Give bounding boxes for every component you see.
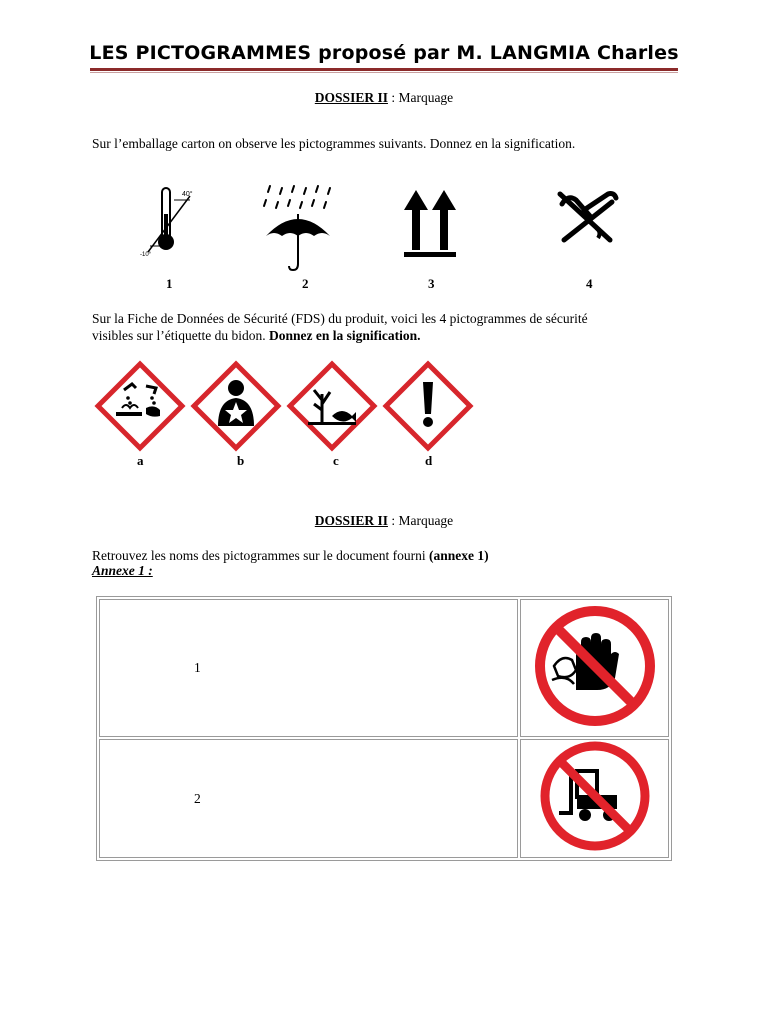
pictogram-number-1: 1 — [166, 276, 173, 291]
no-access-unauthorized-persons-icon — [530, 606, 660, 726]
annex-row-pictogram — [520, 739, 669, 858]
no-forklift-trucks-icon — [535, 741, 655, 851]
fds-text-bold: Donnez en la signification. — [268, 328, 421, 343]
ghs-corrosive-icon — [94, 360, 186, 452]
no-hand-hooks-icon — [554, 188, 620, 246]
fds-text-normal: visibles sur l’étiquette du bidon. — [92, 328, 269, 343]
section2-heading-rest: : Marquage — [387, 513, 454, 528]
find-names-bold: (annexe 1) — [429, 548, 489, 563]
ghs-label-d: d — [425, 453, 433, 468]
annex-label: Annexe 1 : — [92, 563, 153, 578]
ghs-health-hazard-icon — [190, 360, 282, 452]
table-row — [99, 739, 669, 858]
title-divider-shadow — [90, 72, 678, 73]
ghs-label-a: a — [137, 453, 144, 468]
section2-heading-bold: DOSSIER II — [314, 513, 388, 528]
section1-heading-rest: : Marquage — [387, 90, 454, 105]
ghs-environment-icon — [286, 360, 378, 452]
page-title: LES PICTOGRAMMES proposé par M. LANGMIA Charles — [89, 42, 679, 64]
section2-heading — [0, 513, 768, 529]
keep-dry-umbrella-icon — [260, 184, 336, 274]
this-way-up-arrows-icon — [398, 188, 462, 260]
pictogram-number-2: 2 — [302, 276, 309, 291]
fds-text-line1: Sur la Fiche de Données de Sécurité (FDS) du produit, voici les 4 pictogrammes de sécurité — [92, 311, 588, 326]
annex-row-pictogram — [520, 599, 669, 737]
annex-table — [96, 596, 672, 861]
tick-high-label: 40° — [182, 191, 193, 198]
ghs-label-b: b — [237, 453, 245, 468]
section1-heading-bold: DOSSIER II — [314, 90, 388, 105]
pictogram-number-3: 3 — [428, 276, 435, 291]
annex-row-number: 2 — [99, 739, 518, 858]
intro-text: Sur l’emballage carton on observe les pictogrammes suivants. Donnez en la signification. — [92, 136, 576, 151]
fds-text-line2 — [92, 327, 421, 344]
find-names-normal: Retrouvez les noms des pictogrammes sur le document fourni — [92, 548, 430, 563]
title-divider — [90, 68, 678, 71]
temperature-limit-icon — [140, 184, 202, 260]
pictogram-number-4: 4 — [586, 276, 593, 291]
table-row — [99, 599, 669, 737]
tick-low-label: -10° — [140, 252, 152, 258]
find-names-text — [92, 547, 489, 564]
ghs-label-c: c — [333, 453, 339, 468]
annex-row-number: 1 — [99, 599, 518, 737]
section1-heading — [0, 90, 768, 106]
ghs-exclamation-icon — [382, 360, 474, 452]
